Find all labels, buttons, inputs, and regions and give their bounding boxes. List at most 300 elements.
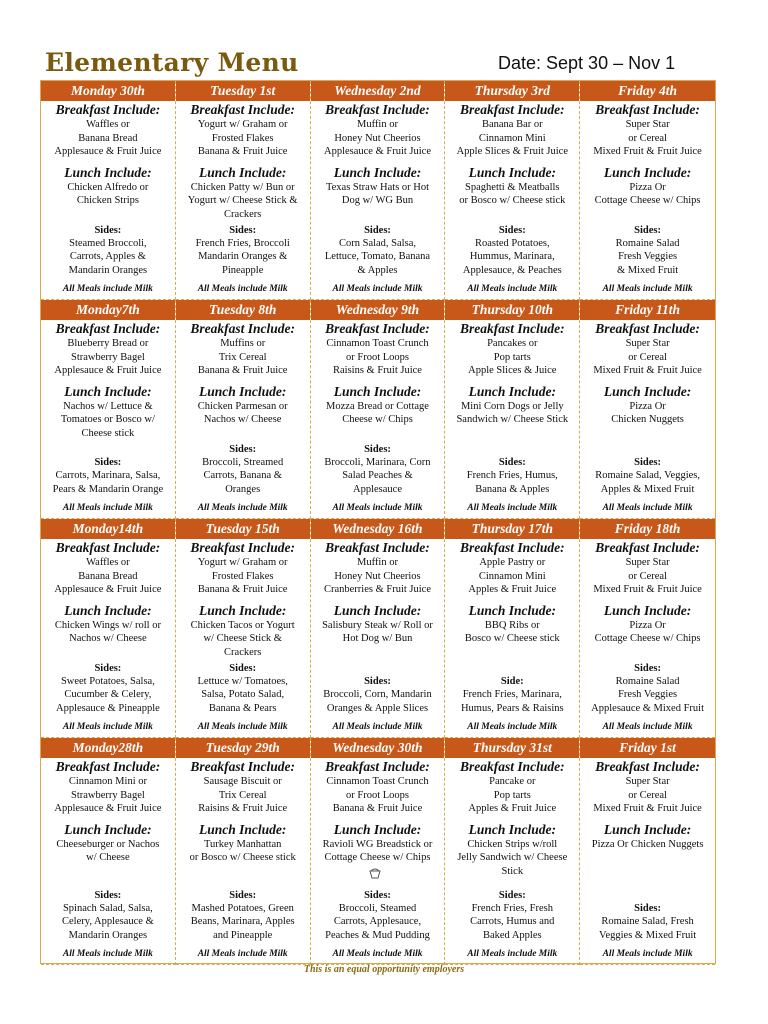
lunch-item: Chicken Strips	[76, 195, 139, 206]
sides-item: Veggies & Mixed Fruit	[599, 929, 697, 941]
sides-heading: Sides:	[498, 889, 526, 901]
lunch-item: Salisbury Steak w/ Roll or	[322, 619, 433, 631]
breakfast-item: Banana Bread	[78, 570, 138, 582]
sides-item: Mandarin Oranges &	[198, 251, 288, 262]
breakfast-heading: Breakfast Include:	[55, 540, 161, 555]
day-header: Tuesday 8th	[176, 300, 310, 320]
sides-item: Hummus, Marinara,	[469, 251, 555, 262]
milk-note: All Meals include Milk	[62, 949, 153, 959]
lunch-heading: Lunch Include:	[603, 164, 692, 180]
day-header: Wednesday 9th	[311, 300, 445, 320]
sides-section	[58, 889, 158, 965]
lunch-item: w/ Cheese Stick &	[203, 633, 282, 644]
milk-note: All Meals include Milk	[197, 722, 288, 732]
lunch-item: Spaghetti & Meatballs	[465, 181, 560, 193]
breakfast-item: or Cereal	[628, 351, 667, 363]
breakfast-item: Waffles or	[86, 557, 130, 568]
sides-heading: Sides:	[94, 224, 122, 236]
breakfast-item: Pop tarts	[493, 351, 531, 363]
sides-item: Broccoli, Streamed	[202, 456, 284, 468]
lunch-item: Crackers	[224, 646, 262, 658]
milk-note: All Meals include Milk	[197, 503, 288, 513]
sides-item: Broccoli, Steamed	[338, 902, 417, 914]
sides-item: Carrots, Banana &	[203, 470, 282, 481]
day-header: Friday 18th	[580, 519, 715, 539]
breakfast-item: or Cereal	[628, 570, 667, 582]
breakfast-item: Raisins & Fruit Juice	[198, 803, 288, 814]
lunch-item: or Bosco w/ Cheese stick	[459, 195, 566, 206]
breakfast-item: or Froot Loops	[345, 351, 409, 363]
sides-section	[52, 662, 164, 738]
sides-item: Steamed Broccoli,	[69, 237, 147, 249]
sides-section	[319, 675, 435, 737]
breakfast-item: Applesauce & Fruit Juice	[54, 365, 162, 376]
sides-heading: Sides:	[364, 443, 391, 455]
day-cell	[580, 81, 715, 300]
lunch-item: Crackers	[224, 208, 262, 220]
sides-heading: Sides:	[634, 662, 661, 674]
sides-item: Pineapple	[221, 264, 264, 276]
sides-heading: Sides:	[229, 224, 257, 236]
day-header: Tuesday 29th	[176, 738, 310, 758]
sides-item: Banana & Apples	[475, 483, 550, 495]
lunch-heading: Lunch Include:	[199, 821, 287, 837]
breakfast-item: Mixed Fruit & Fruit Juice	[593, 146, 702, 157]
day-cell	[580, 300, 715, 519]
sides-item: Mashed Potatoes, Green	[191, 902, 294, 914]
day-cell	[445, 519, 580, 738]
breakfast-heading: Breakfast Include:	[595, 102, 700, 117]
breakfast-item: Apple Slices & Juice	[468, 365, 557, 376]
sides-item: Mandarin Oranges	[68, 929, 148, 941]
sides-item: Oranges	[225, 483, 261, 495]
lunch-heading: Lunch Include:	[333, 383, 422, 399]
lunch-item: Nachos w/ Cheese	[69, 633, 147, 644]
day-cell	[580, 519, 715, 738]
sides-item: Applesauce & Pineapple	[55, 702, 160, 714]
sides-heading: Sides:	[229, 443, 257, 455]
breakfast-item: Super Star	[625, 776, 670, 787]
lunch-item: Pizza Or	[629, 181, 666, 193]
breakfast-item: Muffin or	[357, 119, 398, 130]
breakfast-item: Applesauce & Fruit Juice	[54, 803, 162, 814]
sides-section	[457, 675, 568, 737]
lunch-heading: Lunch Include:	[64, 164, 152, 180]
sides-item: Oranges & Apple Slices	[326, 702, 429, 714]
menu-grid	[40, 80, 716, 964]
sides-item: Beans, Marinara, Apples	[190, 916, 295, 927]
lunch-item: Cheeseburger or Nachos	[56, 838, 160, 850]
day-header: Thursday 10th	[445, 300, 579, 320]
milk-note: All Meals include Milk	[332, 722, 423, 732]
sides-item: Broccoli, Corn, Mandarin	[323, 689, 432, 700]
day-header: Wednesday 16th	[311, 519, 445, 539]
day-cell	[176, 519, 311, 738]
breakfast-item: Mixed Fruit & Fruit Juice	[593, 803, 702, 814]
lunch-item: Jelly Sandwich w/ Cheese	[457, 852, 568, 863]
lunch-item: Stick	[501, 865, 524, 877]
sides-section	[459, 224, 566, 300]
day-header: Friday 4th	[580, 81, 715, 101]
breakfast-item: Mixed Fruit & Fruit Juice	[593, 365, 702, 376]
lunch-item: Cottage Cheese w/ Chips	[324, 852, 431, 863]
breakfast-item: Banana Bar or	[481, 119, 543, 130]
sides-section	[194, 662, 292, 738]
breakfast-item: Cinnamon Toast Crunch	[326, 338, 429, 349]
milk-note: All Meals include Milk	[62, 284, 153, 294]
lunch-item: Chicken Strips w/roll	[467, 838, 558, 850]
breakfast-item: Frosted Flakes	[211, 570, 274, 582]
lunch-item: Turkey Manhattan	[203, 838, 282, 850]
sides-item: Mandarin Oranges	[68, 264, 148, 276]
lunch-heading: Lunch Include:	[603, 821, 692, 837]
sides-item: Carrots, Humus and	[470, 916, 555, 927]
lunch-item: Yogurt w/ Cheese Stick &	[187, 195, 298, 206]
sides-item: Carrots, Applesauce,	[333, 916, 422, 927]
lunch-item: Chicken Parmesan or	[197, 400, 288, 412]
sides-item: Peaches & Mud Pudding	[325, 929, 430, 941]
day-header: Friday 1st	[580, 738, 715, 758]
sides-item: Banana & Pears	[208, 702, 277, 714]
day-header: Tuesday 1st	[176, 81, 310, 101]
day-cell	[580, 738, 715, 965]
lunch-item: Nachos w/ Lettuce &	[63, 400, 153, 412]
sides-item: Fresh Veggies	[618, 689, 678, 700]
milk-note: All Meals include Milk	[602, 949, 693, 959]
milk-note: All Meals include Milk	[332, 284, 423, 294]
sides-heading: Sides:	[634, 224, 662, 236]
breakfast-heading: Breakfast Include:	[325, 540, 430, 555]
day-header: Thursday 17th	[445, 519, 579, 539]
day-header: Friday 11th	[580, 300, 715, 320]
sides-section	[587, 662, 708, 738]
lunch-heading: Lunch Include:	[199, 602, 287, 618]
sides-heading: Side:	[500, 676, 524, 687]
day-header: Monday28th	[41, 738, 175, 758]
lunch-item: Cottage Cheese w/ Chips	[594, 633, 701, 644]
sides-item: Cucumber & Celery,	[64, 689, 152, 700]
sides-item: & Mixed Fruit	[616, 264, 679, 276]
lunch-item: Pizza Or	[629, 400, 666, 412]
lunch-item: Pizza Or	[629, 619, 666, 631]
breakfast-item: Strawberry Bagel	[71, 351, 145, 363]
breakfast-item: Honey Nut Cheerios	[334, 570, 421, 582]
breakfast-item: Trix Cereal	[218, 789, 267, 801]
day-cell	[311, 81, 446, 300]
sides-heading: Sides:	[498, 457, 526, 468]
day-cell	[176, 300, 311, 519]
day-cell	[311, 300, 446, 519]
day-cell	[445, 738, 580, 965]
breakfast-item: or Cereal	[628, 789, 667, 801]
sides-item: Pears & Mandarin Orange	[52, 483, 164, 495]
breakfast-heading: Breakfast Include:	[55, 321, 161, 336]
milk-note: All Meals include Milk	[467, 503, 558, 513]
sides-heading: Sides:	[229, 889, 257, 901]
sides-item: Applesauce	[353, 483, 402, 495]
day-cell	[41, 738, 176, 965]
lunch-heading: Lunch Include:	[333, 602, 422, 618]
sides-item: Salsa, Potato Salad,	[201, 689, 285, 700]
day-cell	[445, 81, 580, 300]
lunch-item: Dog w/ WG Bun	[341, 195, 414, 206]
lunch-heading: Lunch Include:	[603, 602, 692, 618]
breakfast-item: Strawberry Bagel	[71, 789, 145, 801]
sides-item: Carrots, Apples &	[69, 251, 146, 262]
sides-section	[321, 224, 434, 300]
day-header: Thursday 3rd	[445, 81, 579, 101]
milk-note: All Meals include Milk	[467, 284, 558, 294]
sides-heading: Sides:	[364, 224, 391, 236]
breakfast-item: Super Star	[625, 119, 670, 130]
sides-item: Romaine Salad, Veggies,	[595, 470, 700, 481]
sides-item: French Fries, Fresh	[471, 902, 553, 914]
day-cell	[311, 519, 446, 738]
breakfast-item: Banana & Fruit Juice	[332, 803, 423, 814]
milk-note: All Meals include Milk	[332, 503, 423, 513]
lunch-item: Cheese stick	[81, 427, 135, 439]
sides-item: Carrots, Marinara, Salsa,	[55, 470, 161, 481]
sides-section	[63, 224, 153, 300]
sides-heading: Sides:	[634, 903, 662, 914]
lunch-item: Chicken Alfredo or	[67, 181, 149, 193]
breakfast-item: Trix Cereal	[218, 351, 267, 363]
sides-item: & Apples	[357, 264, 398, 276]
breakfast-heading: Breakfast Include:	[459, 759, 565, 774]
breakfast-item: Muffin or	[357, 557, 398, 568]
breakfast-item: Applesauce & Fruit Juice	[323, 146, 431, 157]
lunch-heading: Lunch Include:	[468, 164, 556, 180]
sides-item: Applesauce & Mixed Fruit	[591, 702, 705, 714]
sides-item: Apples & Mixed Fruit	[600, 483, 695, 495]
breakfast-item: Mixed Fruit & Fruit Juice	[593, 584, 702, 595]
breakfast-item: Cinnamon Mini	[478, 132, 546, 144]
breakfast-item: Frosted Flakes	[211, 132, 274, 144]
sides-section	[466, 889, 558, 965]
sides-section	[187, 889, 299, 965]
sides-item: Romaine Salad, Fresh	[601, 916, 694, 927]
lunch-heading: Lunch Include:	[333, 164, 422, 180]
breakfast-heading: Breakfast Include:	[459, 102, 565, 117]
sides-item: Lettuce w/ Tomatoes,	[197, 675, 288, 687]
sides-item: Romaine Salad	[615, 675, 680, 687]
lunch-heading: Lunch Include:	[199, 164, 287, 180]
sides-item: Corn Salad, Salsa,	[338, 237, 416, 249]
day-cell	[311, 738, 446, 965]
breakfast-heading: Breakfast Include:	[55, 102, 161, 117]
day-header: Thursday 31st	[445, 738, 579, 758]
breakfast-item: Cinnamon Mini	[478, 570, 546, 582]
breakfast-item: Apple Slices & Fruit Juice	[456, 146, 568, 157]
breakfast-item: Apples & Fruit Juice	[468, 803, 557, 814]
sides-heading: Sides:	[94, 889, 122, 901]
day-header: Monday7th	[41, 300, 175, 320]
breakfast-item: Pancake or	[489, 776, 536, 787]
milk-note: All Meals include Milk	[62, 503, 153, 513]
lunch-item: Chicken Patty w/ Bun or	[190, 181, 295, 193]
breakfast-heading: Breakfast Include:	[190, 321, 295, 336]
day-header: Wednesday 30th	[311, 738, 445, 758]
sides-item: and Pineapple	[213, 929, 273, 941]
sides-heading: Sides:	[498, 224, 526, 236]
milk-note: All Meals include Milk	[197, 284, 288, 294]
sides-section	[321, 889, 434, 965]
sides-heading: Sides:	[364, 676, 391, 687]
lunch-heading: Lunch Include:	[333, 821, 422, 837]
sides-item: Baked Apples	[482, 929, 542, 941]
day-cell	[41, 81, 176, 300]
page-title: Elementary Menu	[45, 48, 299, 77]
breakfast-heading: Breakfast Include:	[459, 540, 565, 555]
sides-heading: Sides:	[229, 662, 257, 674]
breakfast-item: Apples & Fruit Juice	[468, 584, 557, 595]
day-cell	[41, 519, 176, 738]
sides-item: Salad Peaches &	[342, 470, 413, 481]
sides-item: French Fries, Humus,	[466, 470, 558, 481]
lunch-item: Ravioli WG Breadstick or	[322, 838, 433, 850]
lunch-item: Nachos w/ Cheese	[203, 414, 282, 425]
breakfast-heading: Breakfast Include:	[325, 102, 430, 117]
lunch-heading: Lunch Include:	[64, 383, 152, 399]
sides-item: Celery, Applesauce &	[62, 916, 154, 927]
breakfast-item: Honey Nut Cheerios	[334, 132, 421, 144]
breakfast-item: Banana & Fruit Juice	[197, 365, 288, 376]
sides-section	[595, 902, 700, 964]
breakfast-heading: Breakfast Include:	[595, 540, 700, 555]
lunch-item: Sandwich w/ Cheese Stick	[456, 414, 569, 425]
breakfast-item: Yogurt w/ Graham or	[197, 557, 288, 568]
breakfast-item: Cranberries & Fruit Juice	[323, 584, 431, 595]
day-header: Wednesday 2nd	[311, 81, 445, 101]
breakfast-heading: Breakfast Include:	[55, 759, 161, 774]
lunch-item: Bosco w/ Cheese stick	[464, 633, 560, 644]
sides-section	[49, 456, 168, 518]
sides-heading: Sides:	[94, 457, 122, 468]
day-header: Monday 30th	[41, 81, 175, 101]
equal-opportunity-note: This is an equal opportunity employers	[303, 964, 465, 975]
lunch-item: or Bosco w/ Cheese stick	[189, 852, 296, 863]
breakfast-item: Cinnamon Toast Crunch	[326, 776, 429, 787]
lunch-heading: Lunch Include:	[603, 383, 692, 399]
breakfast-item: Sausage Biscuit or	[203, 776, 282, 787]
lunch-item: Chicken Nuggets	[611, 414, 684, 425]
day-cell	[41, 300, 176, 519]
breakfast-item: or Cereal	[628, 132, 667, 144]
lunch-item: BBQ Ribs or	[484, 619, 540, 631]
lunch-item: Texas Straw Hats or Hot	[325, 181, 430, 193]
sides-section	[603, 224, 693, 300]
lunch-item: Chicken Tacos or Yogurt	[190, 619, 295, 631]
lunch-item: Pizza Or Chicken Nuggets	[591, 838, 704, 850]
sides-section	[591, 456, 704, 518]
sides-item: Spinach Salad, Salsa,	[62, 902, 153, 914]
day-header: Monday14th	[41, 519, 175, 539]
sides-item: Fresh Veggies	[618, 251, 678, 262]
breakfast-item: Pancakes or	[487, 338, 538, 349]
sides-item: Roasted Potatoes,	[474, 237, 550, 249]
breakfast-item: Blueberry Bread or	[67, 338, 149, 349]
lunch-item: Cottage Cheese w/ Chips	[594, 195, 701, 206]
breakfast-item: Yogurt w/ Graham or	[197, 119, 288, 130]
breakfast-item: Banana Bread	[78, 132, 138, 144]
sides-heading: Sides:	[634, 457, 661, 468]
milk-note: All Meals include Milk	[197, 949, 288, 959]
pudding-cup-icon	[368, 866, 382, 880]
breakfast-item: Waffles or	[86, 119, 130, 130]
milk-note: All Meals include Milk	[602, 503, 693, 513]
lunch-heading: Lunch Include:	[468, 383, 556, 399]
lunch-item: w/ Cheese	[86, 852, 130, 863]
lunch-heading: Lunch Include:	[468, 821, 556, 837]
sides-item: French Fries, Broccoli	[195, 237, 290, 249]
breakfast-heading: Breakfast Include:	[595, 321, 700, 336]
lunch-item: Cheese w/ Chips	[342, 414, 413, 425]
lunch-heading: Lunch Include:	[64, 602, 152, 618]
breakfast-heading: Breakfast Include:	[190, 540, 295, 555]
breakfast-item: Pop tarts	[493, 789, 531, 801]
sides-item: Lettuce, Tomato, Banana	[324, 251, 431, 262]
breakfast-item: Applesauce & Fruit Juice	[54, 584, 162, 595]
sides-section	[198, 443, 288, 519]
breakfast-item: Super Star	[625, 338, 670, 349]
breakfast-heading: Breakfast Include:	[325, 759, 430, 774]
day-cell	[445, 300, 580, 519]
lunch-item: Tomatoes or Bosco w/	[60, 414, 155, 425]
day-cell	[176, 81, 311, 300]
milk-note: All Meals include Milk	[332, 949, 423, 959]
breakfast-item: Banana & Fruit Juice	[197, 584, 288, 595]
breakfast-heading: Breakfast Include:	[190, 102, 295, 117]
breakfast-heading: Breakfast Include:	[190, 759, 295, 774]
milk-note: All Meals include Milk	[602, 284, 693, 294]
lunch-heading: Lunch Include:	[468, 602, 556, 618]
sides-heading: Sides:	[364, 889, 391, 901]
breakfast-item: or Froot Loops	[345, 789, 409, 801]
lunch-heading: Lunch Include:	[199, 383, 287, 399]
milk-note: All Meals include Milk	[467, 722, 558, 732]
lunch-item: Mozza Bread or Cottage	[326, 400, 429, 412]
date-range: Date: Sept 30 – Nov 1	[498, 53, 676, 73]
lunch-item: Mini Corn Dogs or Jelly	[460, 400, 564, 412]
breakfast-item: Applesauce & Fruit Juice	[54, 146, 162, 157]
sides-section	[192, 224, 294, 300]
breakfast-item: Muffins or	[220, 338, 266, 349]
breakfast-item: Raisins & Fruit Juice	[333, 365, 422, 376]
sides-section	[463, 456, 562, 518]
milk-note: All Meals include Milk	[467, 949, 558, 959]
sides-item: Broccoli, Marinara, Corn	[324, 456, 431, 468]
sides-item: Sweet Potatoes, Salsa,	[60, 675, 155, 687]
day-header: Tuesday 15th	[176, 519, 310, 539]
sides-item: French Fries, Marinara,	[462, 689, 562, 700]
sides-item: Humus, Pears & Raisins	[460, 702, 564, 714]
lunch-heading: Lunch Include:	[64, 821, 152, 837]
breakfast-heading: Breakfast Include:	[325, 321, 430, 336]
breakfast-item: Apple Pastry or	[479, 557, 546, 568]
day-cell	[176, 738, 311, 965]
sides-item: Romaine Salad	[615, 237, 680, 249]
breakfast-item: Cinnamon Mini or	[68, 776, 147, 787]
sides-section	[320, 443, 434, 519]
sides-item: Applesauce, & Peaches	[462, 264, 562, 276]
milk-note: All Meals include Milk	[62, 722, 153, 732]
breakfast-item: Super Star	[625, 557, 670, 568]
sides-heading: Sides:	[94, 662, 122, 674]
lunch-item: Hot Dog w/ Bun	[342, 633, 413, 644]
breakfast-heading: Breakfast Include:	[459, 321, 565, 336]
milk-note: All Meals include Milk	[602, 722, 693, 732]
breakfast-heading: Breakfast Include:	[595, 759, 700, 774]
